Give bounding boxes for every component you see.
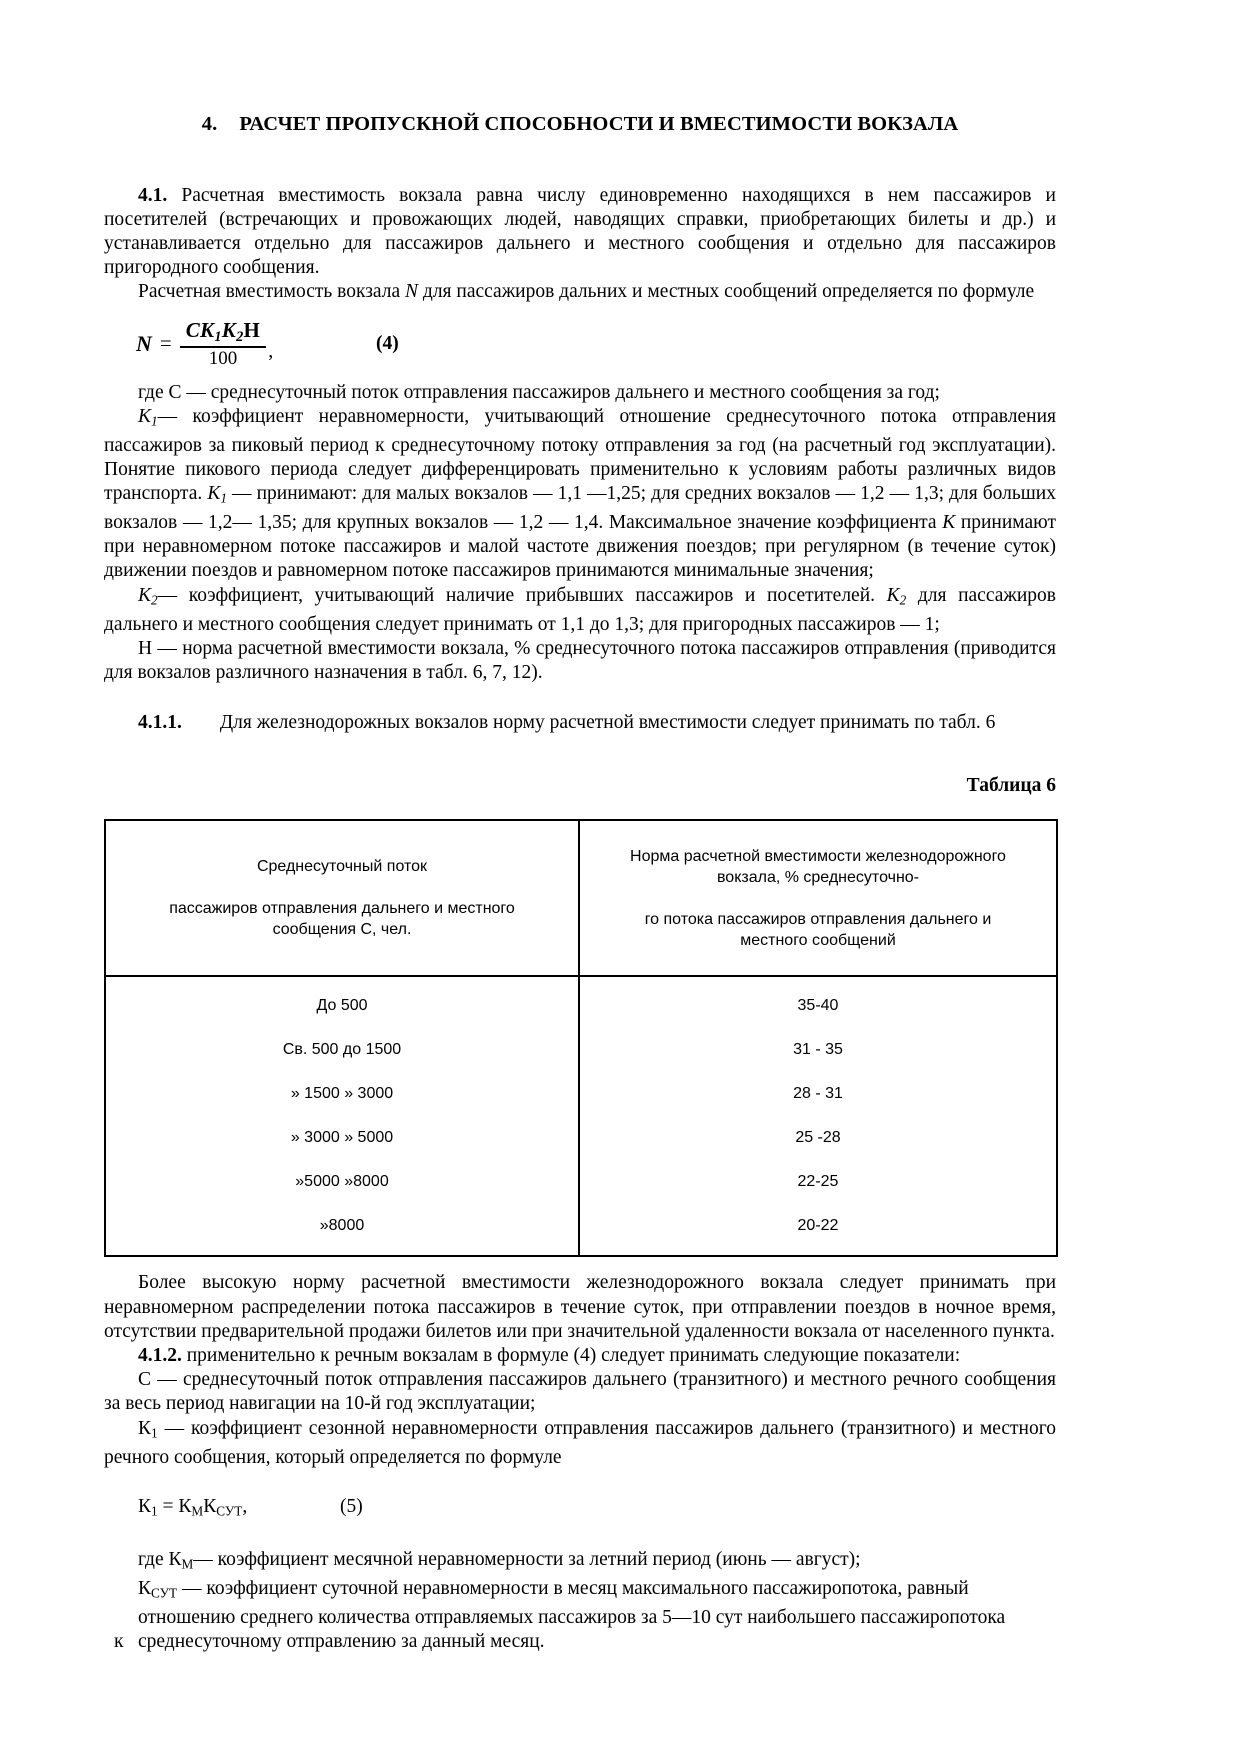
cell-norm: 20-22 xyxy=(579,1203,1057,1256)
formula-5-k-sub: 1 xyxy=(151,1503,158,1519)
formula-4-equals: = xyxy=(159,331,172,356)
spacer-after-formula5 xyxy=(104,1522,1056,1548)
header-col1-line2: пассажиров отправления дальнего и местного xyxy=(169,900,515,918)
header-col1-gap xyxy=(120,877,564,898)
k1-definition-text: — коэффициент неравномерности, учитывающий отношение среднесуточного потока отправления пассажиров за пиковый период к среднесуточному потоку отправления за год (на расчетный год эксплуатации). Понятие пикового периода следует дифференцировать применительно к условиям работы различных видов транспорта. xyxy=(104,405,1056,505)
numerator-k1: K xyxy=(200,317,215,342)
paragraph-after-table: Более высокую норму расчетной вместимости железнодорожного вокзала следует принимать при неравномерном распределении потока пассажиров в течение суток, при отправлении поездов в ночное время, отсутствии предварительной продажи билетов или при значительной удаленности вокзала от населенного пункта. xyxy=(104,1272,1056,1342)
formula-5 xyxy=(138,1496,247,1520)
paragraph-formula-intro xyxy=(104,280,1056,304)
paragraph-c-river: С — среднесуточный поток отправления пассажиров дальнего (транзитного) и местного речного сообщения за весь период навигации на 10-й год эксплуатации; xyxy=(104,1369,1056,1415)
symbol-k2-second: $K_2$ xyxy=(886,584,907,608)
km-text: — коэффициент месячной неравномерности за летний период (июнь — август); xyxy=(193,1548,861,1570)
spacer-after-table xyxy=(104,1257,1056,1271)
paragraph-number-4-1: 4.1. xyxy=(138,184,168,206)
page-title xyxy=(104,0,1056,138)
table-row xyxy=(105,1159,1057,1203)
paragraph-where-c: где С — среднесуточный поток отправления пассажиров дальнего и местного сообщения за год; xyxy=(138,381,940,403)
cell-flow: » 1500 » 3000 xyxy=(105,1071,579,1115)
paragraph-4-1 xyxy=(104,184,1056,281)
paragraph-ksut-definition-cont: отношению среднего количества отправляемых пассажиров за 5—10 сут наибольшего пассажиропотока xyxy=(138,1606,1006,1628)
section-number: 4. xyxy=(201,113,218,135)
table-6 xyxy=(104,819,1058,1257)
formula-5-label: (5) xyxy=(340,1495,363,1517)
ksut-sub: СУТ xyxy=(151,1585,178,1601)
cell-flow: До 500 xyxy=(105,976,579,1027)
paragraph-ksut-definition xyxy=(104,1577,1056,1606)
dangling-k: к xyxy=(114,1630,124,1652)
spacer-before-formula5 xyxy=(104,1470,1056,1496)
header-col2-gap xyxy=(594,888,1042,909)
header-col1-line3: сообщения С, чел. xyxy=(272,921,412,939)
formula-4-denominator: 100 xyxy=(208,347,238,369)
formula-4-fraction xyxy=(180,319,266,369)
k1-definition-text-3: принимают при неравномерном потоке пассажиров и малой частоте движения поездов; при регулярном (в течение суток) движении поездов и равномерном потоке пассажиров принимаются минимальные значения; xyxy=(104,512,1057,582)
paragraph-number-4-1-1: 4.1.1. xyxy=(138,712,182,734)
cell-norm: 35-40 xyxy=(579,976,1057,1027)
numerator-k2: K xyxy=(221,317,237,342)
cell-flow: Св. 500 до 1500 xyxy=(105,1027,579,1071)
table-row xyxy=(105,1115,1057,1159)
paragraph-4-1-1 xyxy=(104,711,1056,735)
page-content xyxy=(104,0,1056,1654)
header-col2-line2: вокзала, % среднесуточно- xyxy=(716,868,920,886)
k1-river-text: — коэффициент сезонной неравномерности отправления пассажиров дальнего (транзитного) и местного речного сообщения, который определяется по формуле xyxy=(104,1417,1056,1468)
km-sub: М xyxy=(181,1556,194,1572)
symbol-k1-second: $K_1$ xyxy=(207,483,227,506)
ksut-symbol: К xyxy=(138,1577,152,1599)
title-text: РАСЧЕТ ПРОПУСКНОЙ СПОСОБНОСТИ И ВМЕСТИМОСТИ ВОКЗАЛА xyxy=(239,113,959,135)
formula-4 xyxy=(136,319,273,369)
formula-4-comma: , xyxy=(268,339,274,362)
paragraph-4-1-2 xyxy=(104,1344,1056,1368)
formula-4-lhs: N xyxy=(136,330,152,356)
formula-4-block xyxy=(104,317,1056,373)
formula-intro-before: Расчетная вместимость вокзала xyxy=(138,281,406,303)
cell-flow: »8000 xyxy=(105,1203,579,1256)
header-col2-line3: го потока пассажиров отправления дальнего и xyxy=(644,910,992,928)
formula-4-numerator xyxy=(180,319,266,346)
numerator-c: C xyxy=(185,317,201,342)
formula-5-comma: , xyxy=(242,1495,248,1517)
spacer-before-411 xyxy=(104,685,1056,711)
table-header-row xyxy=(105,820,1057,976)
paragraph-k1-river xyxy=(104,1417,1056,1470)
cell-flow: » 3000 » 5000 xyxy=(105,1115,579,1159)
formula-intro-after: для пассажиров дальних и местных сообщений определяется по формуле xyxy=(418,281,1035,303)
formula-5-sub-sut: СУТ xyxy=(216,1503,243,1519)
k2-definition-text: — коэффициент, учитывающий наличие прибывших пассажиров и посетителей. xyxy=(157,584,887,606)
cell-norm: 31 - 35 xyxy=(579,1027,1057,1071)
ksut-text: — коэффициент суточной неравномерности в месяц максимального пассажиропотока, равный xyxy=(177,1577,969,1599)
header-col2-line4: местного сообщений xyxy=(740,931,896,949)
formula-5-sub-m: М xyxy=(191,1503,204,1519)
cell-norm: 25 -28 xyxy=(579,1115,1057,1159)
symbol-k1: $K_1$ xyxy=(138,405,158,429)
spacer-before-caption xyxy=(104,735,1056,761)
paragraph-k2-definition xyxy=(104,584,1056,637)
paragraph-4-1-1-text: Для железнодорожных вокзалов норму расчетной вместимости следует принимать по табл. 6 xyxy=(219,712,996,734)
table-row xyxy=(105,1203,1057,1256)
km-prefix: где К xyxy=(138,1548,182,1570)
numerator-k1-sub: 1 xyxy=(214,328,222,345)
paragraph-ksut-definition-cont2 xyxy=(104,1630,1056,1654)
table-header-col2 xyxy=(579,820,1057,976)
variable-n: N xyxy=(405,281,419,303)
cell-norm: 28 - 31 xyxy=(579,1071,1057,1115)
numerator-h: H xyxy=(243,317,261,342)
paragraph-h-definition: Н — норма расчетной вместимости вокзала, % среднесуточного потока пассажиров отправления (приводится для вокзалов различного назначения в табл. 6, 7, 12). xyxy=(104,637,1056,683)
spacer-after-title xyxy=(104,138,1056,184)
header-col1-line1: Среднесуточный поток xyxy=(256,858,428,876)
k2-definition-text-2: для пассажиров дальнего и местного сообщения следует принимать от 1,1 до 1,3; для пригородных пассажиров — 1; xyxy=(104,584,1056,635)
formula-5-k2: К xyxy=(203,1495,217,1517)
formula-5-k: К xyxy=(138,1495,152,1517)
spacer-before-caption-2 xyxy=(104,761,1056,775)
header-col2-line1: Норма расчетной вместимости железнодорожного xyxy=(630,847,1006,865)
symbol-k2: $K_2$ xyxy=(138,584,158,608)
numerator-k2-sub: 2 xyxy=(236,328,244,345)
formula-4-label: (4) xyxy=(376,332,399,354)
paragraph-km-definition xyxy=(104,1548,1056,1577)
cell-flow: »5000 »8000 xyxy=(105,1159,579,1203)
symbol-k-plain: K xyxy=(942,512,956,534)
cell-norm: 22-25 xyxy=(579,1159,1057,1203)
paragraph-number-4-1-2: 4.1.2. xyxy=(138,1345,182,1366)
formula-5-block xyxy=(104,1496,1056,1522)
table-row xyxy=(105,1027,1057,1071)
table-caption: Таблица 6 xyxy=(966,775,1056,797)
table-row xyxy=(105,976,1057,1027)
paragraph-4-1-text: Расчетная вместимость вокзала равна числу единовременно находящихся в нем пассажиров и посетителей (встречающих и провожающих людей, наводящих справки, приобретающих билеты и др.) и устанавливается отдельно для пассажиров дальнего и местного сообщения и отдельно для пассажиров пригородного сообщения. xyxy=(104,184,1056,279)
paragraph-k1-definition xyxy=(104,405,1056,584)
ksut-text-3: среднесуточному отправлению за данный месяц. xyxy=(138,1630,545,1652)
paragraph-4-1-2-text: применительно к речным вокзалам в формуле (4) следует принимать следующие показатели: xyxy=(181,1345,961,1366)
table-row xyxy=(105,1071,1057,1115)
k1-definition-text-2: — принимают: для малых вокзалов — 1,1 —1,25; для средних вокзалов — 1,2 — 1,3; для больших вокзалов — 1,2— 1,35; для крупных вокзалов — 1,2 — 1,4. Максимальное значение коэффициента xyxy=(104,483,1056,534)
formula-5-equals: = К xyxy=(157,1495,192,1517)
table-header-col1 xyxy=(105,820,579,976)
symbol-k1-cyr: $К_1$ xyxy=(138,1417,158,1441)
